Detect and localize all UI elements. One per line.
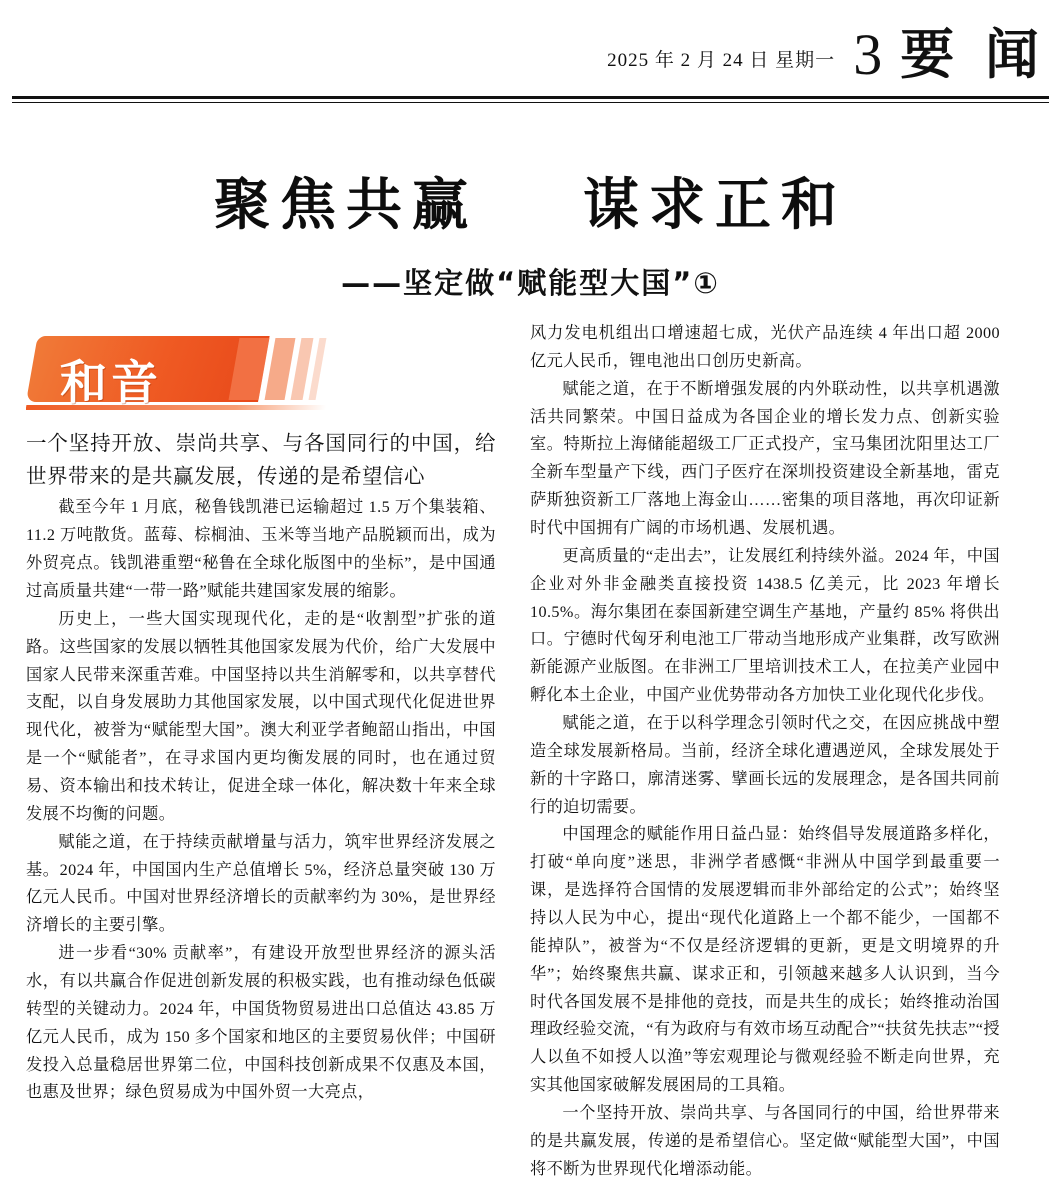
headline-left: 聚焦共赢: [214, 173, 478, 238]
page-number: 3: [853, 22, 883, 87]
headline: [0, 161, 1061, 241]
heyin-column-logo: [26, 326, 346, 412]
paragraph: 历史上，一些大国实现现代化，走的是“收割型”扩张的道路。这些国家的发展以牺牲其他国家发展为代价，给广大发展中国家人民带来深重苦难。中国坚持以共生消解零和，以共享替代支配，以自身发展助力其他国家发展，以中国式现代化促进世界现代化，被誉为“赋能型大国”。澳大利亚学者鲍韶山指出，中国是一个“赋能者”，在寻求国内更均衡发展的同时，也在通过贸易、资本输出和技术转让，促进全球一体化，解决数十年来全球发展不均衡的问题。: [26, 609, 496, 823]
subheadline: ——坚定做“赋能型大国”①: [341, 266, 720, 300]
paragraph: 更高质量的“走出去”，让发展红利持续外溢。2024 年，中国企业对外非金融类直接投资 1438.5 亿美元，比 2023 年增长 10.5%。海尔集团在泰国新建空调生产基地，产量约 85% 将供出口。宁德时代匈牙利电池工厂带动当地形成产业集群，改写欧洲新能源产业版图。在非洲工厂里培训技术工人，在拉美产业园中孵化本土企业，中国产业优势带动各方加快工业化现代化步伐。: [530, 546, 1000, 705]
paragraph: 赋能之道，在于以科学理念引领时代之交，在因应挑战中塑造全球发展新格局。当前，经济全球化遭遇逆风，全球发展处于新的十字路口，廓清迷雾、擘画长远的发展理念，是各国共同前行的迫切需要。: [530, 714, 1000, 816]
masthead-rule-thick: [12, 96, 1049, 99]
paragraph: 风力发电机组出口增速超七成，光伏产品连续 4 年出口超 2000 亿元人民币，锂电池出口创历史新高。: [530, 324, 1000, 370]
section-title: 要 闻: [900, 23, 1045, 86]
masthead: [0, 0, 1061, 96]
logo-text: 和音: [60, 356, 162, 411]
paragraph: 截至今年 1 月底，秘鲁钱凯港已运输超过 1.5 万个集装箱、11.2 万吨散货。蓝莓、棕榈油、玉米等当地产品脱颖而出，成为外贸亮点。钱凯港重塑“秘鲁在全球化版图中的坐标”，是中国通过高质量共建“一带一路”赋能共建国家发展的缩影。: [26, 498, 496, 600]
paragraph: 一个坚持开放、崇尚共享、与各国同行的中国，给世界带来的是共赢发展，传递的是希望信心。坚定做“赋能型大国”，中国将不断为世界现代化增添动能。: [530, 1104, 1000, 1178]
paragraph: 进一步看“30% 贡献率”，有建设开放型世界经济的源头活水，有以共赢合作促进创新发展的积极实践，也有推动绿色低碳转型的关键动力。2024 年，中国货物贸易进出口总值达 43.85 万亿元人民币，成为 150 多个国家和地区的主要贸易伙伴；中国研发投入总量稳居世界第二位，中国科技创新成果不仅惠及本国，也惠及世界；绿色贸易成为中国外贸一大亮点，: [26, 944, 496, 1102]
article-body: [26, 320, 1035, 1184]
article-title-block: [0, 103, 1061, 302]
article-lead: 一个坚持开放、崇尚共享、与各国同行的中国，给世界带来的是共赢发展，传递的是希望信心: [26, 433, 496, 489]
publication-date: 2025 年 2 月 24 日 星期一: [607, 50, 836, 71]
column-right: [530, 320, 1000, 1184]
logo-streak-2: [265, 338, 296, 400]
column-left: [26, 320, 496, 1184]
paragraph: 中国理念的赋能作用日益凸显：始终倡导发展道路多样化，打破“单向度”迷思，非洲学者感慨“非洲从中国学到最重要一课，是选择符合国情的发展逻辑而非外部给定的公式”；始终坚持以人民为中心，提出“现代化道路上一个都不能少，一国都不能掉队”，被誉为“不仅是经济逻辑的更新，更是文明境界的升华”；始终聚焦共赢、谋求正和，引领越来越多人认识到，当今时代各国发展不是排他的竞技，而是共生的成长；始终推动治国理政经验交流，“有为政府与有效市场互动配合”“扶贫先扶志”“授人以鱼不如授人以渔”等宏观理论与微观经验不断走向世界，充实其他国家破解发展困局的工具箱。: [530, 825, 1000, 1095]
headline-right: 谋求正和: [583, 173, 847, 238]
masthead-inner: [14, 0, 1047, 88]
paragraph: 赋能之道，在于持续贡献增量与活力，筑牢世界经济发展之基。2024 年，中国国内生产总值增长 5%，经济总量突破 130 万亿元人民币。中国对世界经济增长的贡献率约为 30%，是世界经济增长的主要引擎。: [26, 832, 496, 935]
paragraph: 赋能之道，在于不断增强发展的内外联动性，以共享机遇激活共同繁荣。中国日益成为各国企业的增长发力点、创新实验室。特斯拉上海储能超级工厂正式投产，宝马集团沈阳里达工厂全新车型量产下线，西门子医疗在深圳投资建设全新基地，雷克萨斯独资新工厂落地上海金山……密集的项目落地，再次印证新时代中国拥有广阔的市场机遇、发展机遇。: [530, 379, 1000, 538]
